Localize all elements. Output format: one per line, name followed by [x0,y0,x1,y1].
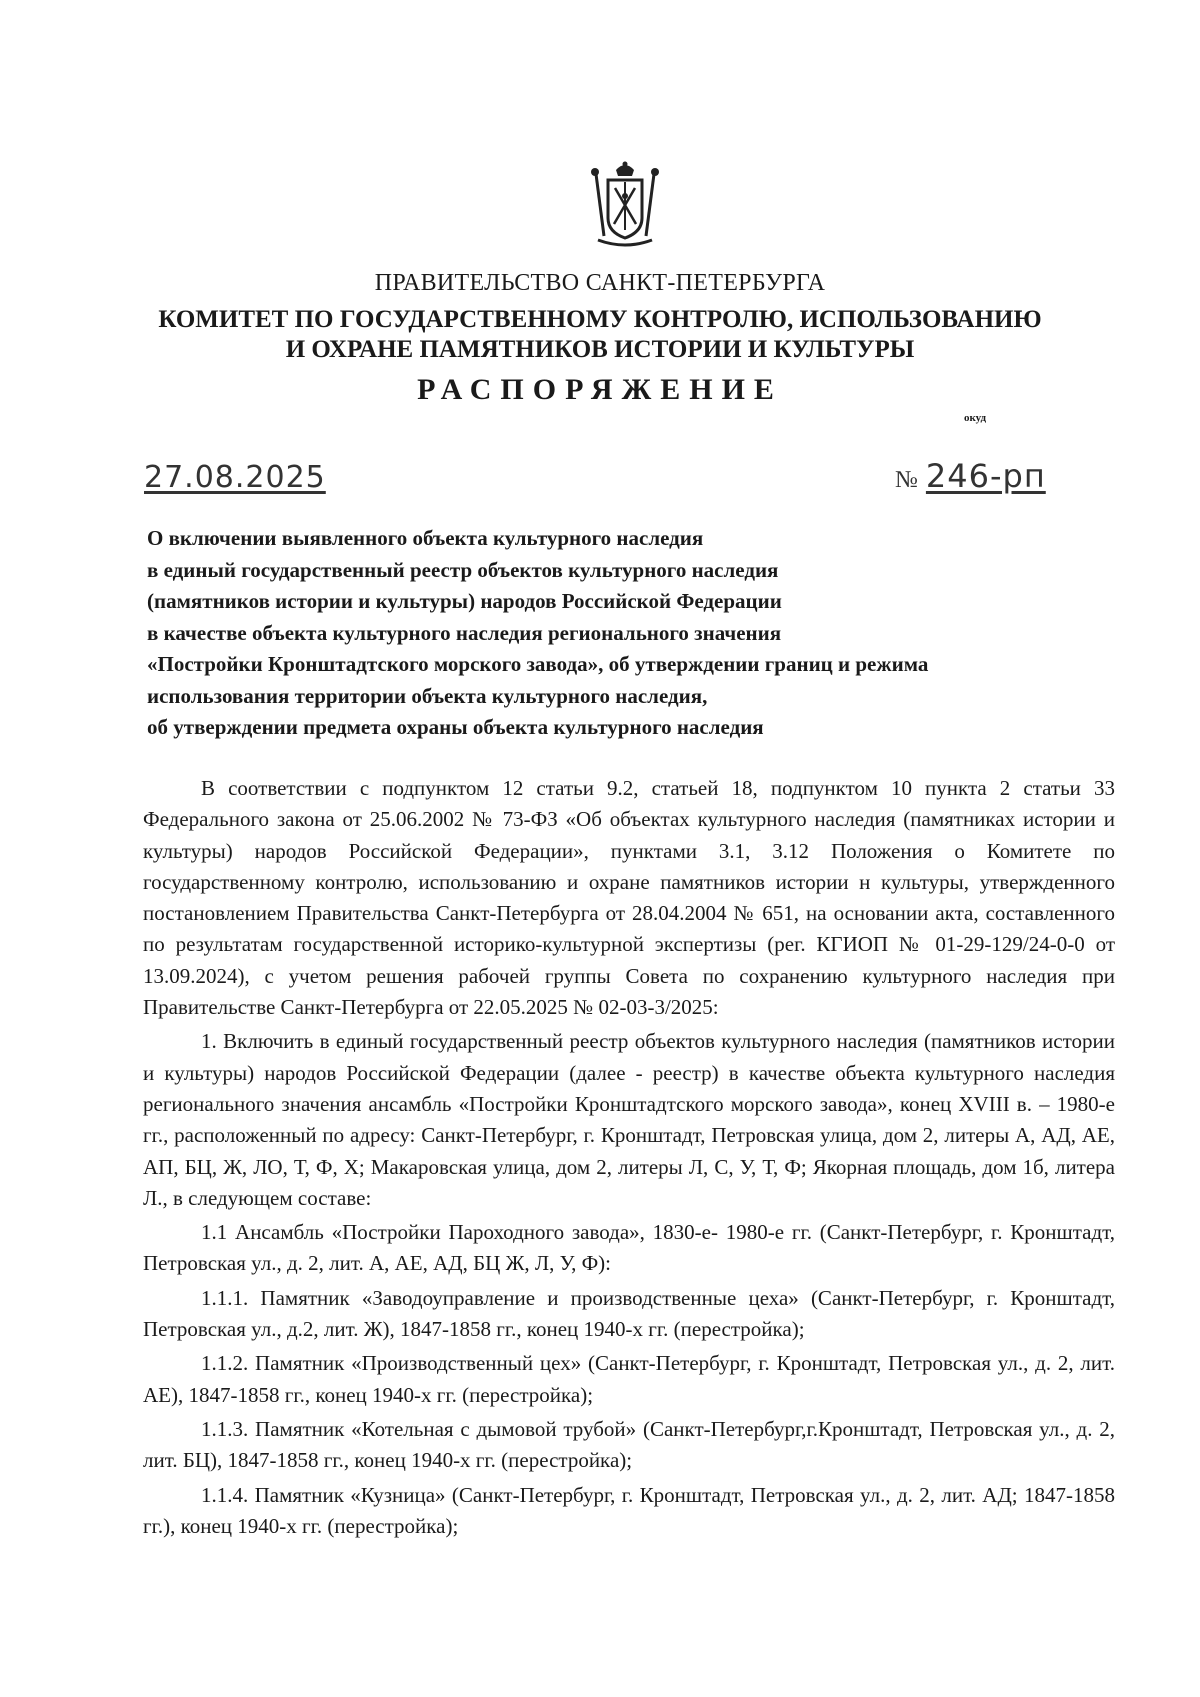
subject-line: использования территории объекта культурного наследия, [147,683,708,708]
number-sign: № [895,467,918,493]
committee-line-2: И ОХРАНЕ ПАМЯТНИКОВ ИСТОРИИ И КУЛЬТУРЫ [285,336,915,363]
document-date: 27.08.2025 [144,460,326,495]
document-type-title: РАСПОРЯЖЕНИЕ [417,373,783,406]
document-subject [147,523,1107,744]
number-value: 246-рп [925,457,1046,495]
committee-title [0,305,1200,365]
body-paragraph: 1.1.4. Памятник «Кузница» (Санкт-Петербург, г. Кронштадт, Петровская ул., д. 2, лит. АД; 1847-1858 гг.), конец 1940-х гг. (перестройка); [143,1482,1115,1538]
subject-line: (памятников истории и культуры) народов Российской Федерации [147,589,782,613]
body-paragraph: 1. Включить в единый государственный реестр объектов культурного наследия (памятников истории и культуры) народов Российской Федерации (далее - реестр) в качестве объекта культурного наследия регионального значения ансамбль «Постройки Кронштадтского морского завода», конец XVIII в. – 1980-е гг., расположенный по адресу: Санкт-Петербург, г. Кронштадт, Петровская улица, дом 2, литеры А, АД, АЕ, АП, БЦ, Ж, ЛО, Т, Ф, Х; Макаровская улица, дом 2, литеры Л, С, У, Т, Ф; Якорная площадь, дом 1б, литера Л., в следующем составе: [143,1029,1115,1210]
body-paragraph: 1.1.1. Памятник «Заводоуправление и производственные цеха» (Санкт-Петербург, г. Кронштадт, Петровская ул., д.2, лит. Ж), 1847-1858 гг., конец 1940-х гг. (перестройка); [143,1285,1115,1342]
government-title: ПРАВИТЕЛЬСТВО САНКТ-ПЕТЕРБУРГА [374,270,826,296]
document-body [143,773,1115,1542]
body-paragraph: 1.1 Ансамбль «Постройки Пароходного завода», 1830-е- 1980-е гг. (Санкт-Петербург, г. Кронштадт, Петровская ул., д. 2, лит. А, АЕ, АД, БЦ Ж, Л, У, Ф): [143,1220,1115,1276]
coat-of-arms-icon [580,160,670,250]
body-paragraph: 1.1.2. Памятник «Производственный цех» (Санкт-Петербург, г. Кронштадт, Петровская ул., д. 2, лит. АЕ), 1847-1858 гг., конец 1940-х гг. (перестройка); [143,1351,1115,1407]
subject-line: «Постройки Кронштадтского морского завода», об утверждении границ и режима [147,652,929,676]
subject-line: в единый государственный реестр объектов культурного наследия [147,557,779,582]
document-number [895,457,1046,495]
body-paragraph: В соответствии с подпунктом 12 статьи 9.2, статьей 18, подпунктом 10 пункта 2 статьи 33 Федерального закона от 25.06.2002 № 73-ФЗ «Об объектах культурного наследия (памятниках истории и культуры) народов Российской Федерации», пунктами 3.1, 3.12 Положения о Комитете по государственному контролю, использованию и охране памятников истории н культуры, утвержденного постановлением Правительства Санкт-Петербурга от 28.04.2004 № 651, на основании акта, составленного по результатам государственной историко-культурной экспертизы (рег. КГИОП № 01-29-129/24-0-0 от 13.09.2024), с учетом решения рабочей группы Совета по сохранению культурного наследия при Правительстве Санкт-Петербурга от 22.05.2025 № 02-03-3/2025: [143,776,1115,1020]
okud-label: окуд [964,412,987,424]
subject-line: О включении выявленного объекта культурного наследия [147,526,704,550]
subject-line: об утверждении предмета охраны объекта культурного наследия [147,715,764,739]
committee-line-1: КОМИТЕТ ПО ГОСУДАРСТВЕННОМУ КОНТРОЛЮ, ИСПОЛЬЗОВАНИЮ [158,306,1042,333]
subject-line: в качестве объекта культурного наследия регионального значения [147,620,782,645]
body-paragraph: 1.1.3. Памятник «Котельная с дымовой трубой» (Санкт-Петербург,г.Кронштадт, Петровская ул., д. 2, лит. БЦ), 1847-1858 гг., конец 1940-х гг. (перестройка); [143,1416,1115,1473]
